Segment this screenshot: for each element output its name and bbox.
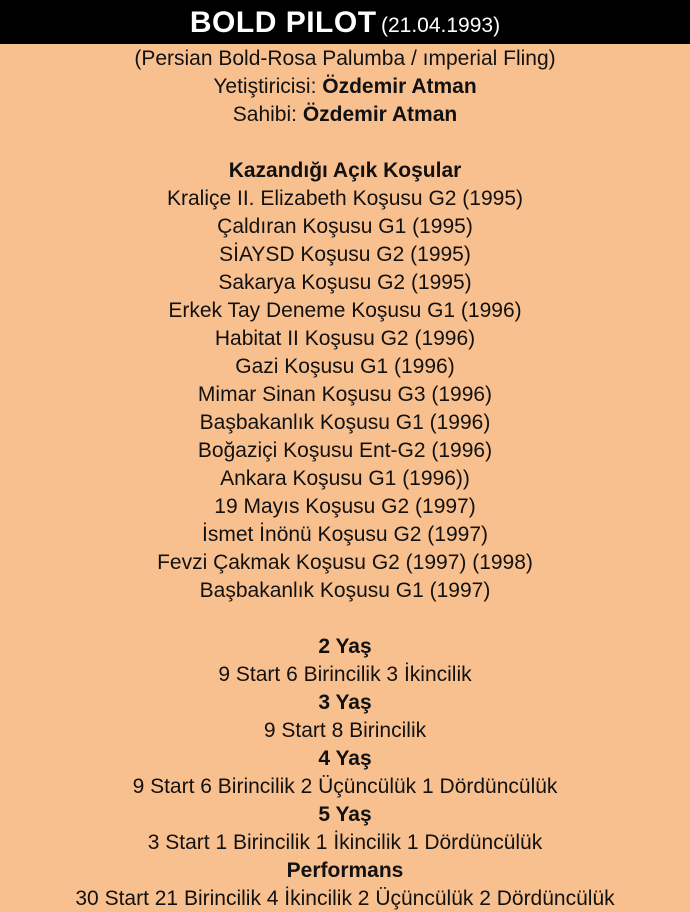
stats-text-age-5: 3 Start 1 Birincilik 1 İkincilik 1 Dördüncülük: [147, 831, 543, 854]
race-item: Mimar Sinan Koşusu G3 (1996): [197, 383, 493, 406]
races-heading: Kazandığı Açık Koşular: [228, 159, 462, 182]
races-list: [0, 185, 690, 605]
race-item: Başbakanlık Koşusu G1 (1996): [199, 411, 491, 434]
breeder-line: [0, 73, 690, 101]
race-item: Boğaziçi Koşusu Ent-G2 (1996): [197, 439, 493, 462]
stats-heading-performance: Performans: [286, 859, 404, 882]
owner-line: [0, 101, 690, 129]
stats-section: [0, 633, 690, 912]
race-item: Erkek Tay Deneme Koşusu G1 (1996): [168, 299, 522, 322]
race-item: Çaldıran Koşusu G1 (1995): [217, 215, 473, 238]
horse-name: BOLD PILOT: [189, 6, 377, 39]
owner-value: Özdemir Atman: [302, 103, 458, 126]
stats-heading-age-2: 2 Yaş: [318, 635, 372, 658]
stats-text-age-2: 9 Start 6 Birincilik 3 İkincilik: [218, 663, 472, 686]
pedigree: (Persian Bold-Rosa Palumba / ımperial Fling): [134, 47, 556, 70]
race-item: Başbakanlık Koşusu G1 (1997): [199, 579, 491, 602]
race-item: Ankara Koşusu G1 (1996)): [220, 467, 470, 490]
race-item: Gazi Koşusu G1 (1996): [235, 355, 455, 378]
breeder-label: Yetiştiricisi:: [213, 75, 323, 98]
header-bar: [0, 0, 690, 44]
race-item: SİAYSD Koşusu G2 (1995): [219, 243, 471, 266]
race-item: 19 Mayıs Koşusu G2 (1997): [214, 495, 476, 518]
stats-text-age-3: 9 Start 8 Birincilik: [263, 719, 427, 742]
content: [0, 44, 690, 912]
breeder-value: Özdemir Atman: [322, 75, 477, 98]
race-item: Sakarya Koşusu G2 (1995): [218, 271, 472, 294]
birth-date: (21.04.1993): [381, 14, 501, 37]
spacer: [0, 129, 690, 157]
owner-label: Sahibi:: [232, 103, 303, 126]
stats-heading-age-5: 5 Yaş: [318, 803, 372, 826]
race-item: Kraliçe II. Elizabeth Koşusu G2 (1995): [166, 187, 523, 210]
race-item: İsmet İnönü Koşusu G2 (1997): [202, 523, 488, 546]
stats-heading-age-3: 3 Yaş: [318, 691, 372, 714]
spacer: [0, 605, 690, 633]
race-item: Habitat II Koşusu G2 (1996): [214, 327, 476, 350]
stats-text-performance: 30 Start 21 Birincilik 4 İkincilik 2 Üçüncülük 2 Dördüncülük: [75, 887, 615, 910]
stats-text-age-4: 9 Start 6 Birincilik 2 Üçüncülük 1 Dördüncülük: [132, 775, 558, 798]
race-item: Fevzi Çakmak Koşusu G2 (1997) (1998): [157, 551, 533, 574]
stats-heading-age-4: 4 Yaş: [318, 747, 372, 770]
